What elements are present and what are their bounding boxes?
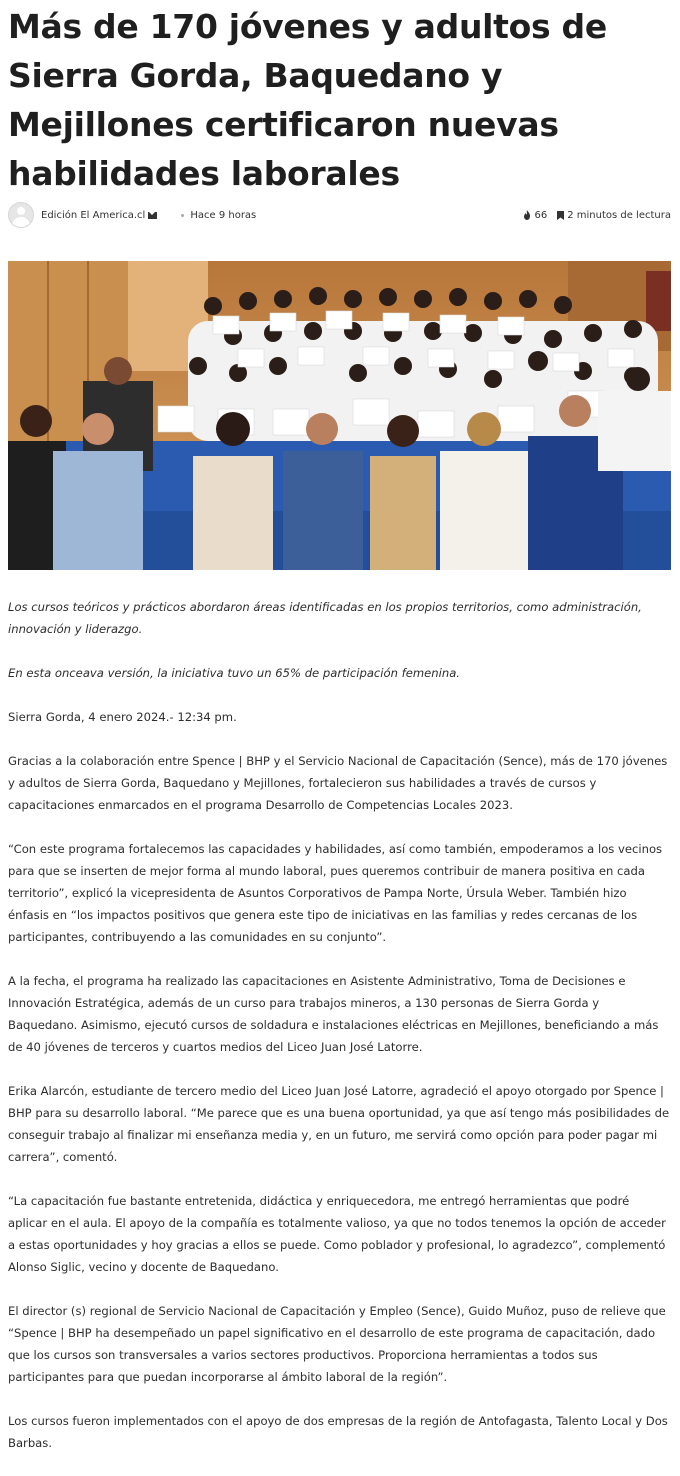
envelope-icon[interactable]: [148, 212, 157, 219]
body-paragraph: A la fecha, el programa ha realizado las capacitaciones en Asistente Administrativo, Toma de Decisiones e Innovación Estratégica, además de un curso para trabajos mineros, a 130 personas de Sierra Gorda y Baquedano. Asimismo, ejecutó cursos de soldadura e instalaciones eléctricas en Mejillones, beneficiando a más de 40 jóvenes de terceros y cuartos medios del Liceo Juan José Latorre.: [8, 974, 659, 1054]
body-paragraph: Los cursos fueron implementados con el apoyo de dos empresas de la región de Antofagasta, Talento Local y Dos Barbas.: [8, 1414, 668, 1450]
view-count: 66: [534, 209, 548, 221]
body-paragraph: Gracias a la colaboración entre Spence | BHP y el Servicio Nacional de Capacitación (Sence), más de 170 jóvenes y adultos de Sierra Gorda, Baquedano y Mejillones, fortalecieron sus habilidades a través de cursos y capacitaciones enmarcados en el programa Desarrollo de Competencias Locales 2023.: [8, 754, 668, 812]
reading-time: 2 minutos de lectura: [567, 209, 671, 221]
body-paragraph: Erika Alarcón, estudiante de tercero medio del Liceo Juan José Latorre, agradeció el apoyo otorgado por Spence | BHP para su desarrollo laboral. “Me parece que es una buena oportunidad, ya que así tengo más posibilidades de conseguir trabajo al finalizar mi enseñanza media y, en un futuro, me servirá como opción para poder pagar mi carrera”, comentó.: [8, 1084, 670, 1164]
article-photo: [8, 261, 671, 570]
flame-icon: [523, 210, 531, 220]
body-paragraph: El director (s) regional de Servicio Nacional de Capacitación y Empleo (Sence), Guido Muñoz, puso de relieve que “Spence | BHP ha desempeñado un papel significativo en el desarrollo de este programa de capacitación, dado que los cursos son transversales a varios sectores productivos. Proporciona herramientas a todos sus participantes para que puedan incorporarse al ámbito laboral de la región”.: [8, 1304, 666, 1384]
body-paragraph: “La capacitación fue bastante entretenida, didáctica y enriquecedora, me entregó herramientas que podré aplicar en el aula. El apoyo de la compañía es totalmente valioso, ya que no todos tenemos la opción de acceder a estas oportunidades y hoy gracias a ellos se puede. Como poblador y profesional, lo agradezco”, complementó Alonso Siglic, vecino y docente de Baquedano.: [8, 1194, 666, 1274]
article-title: Más de 170 jóvenes y adultos de Sierra Gorda, Baquedano y Mejillones certificaron nuevas habilidades laborales: [8, 7, 607, 193]
publish-time: Hace 9 horas: [190, 209, 257, 221]
bookmark-icon: [557, 211, 564, 220]
meta-stats: [523, 210, 671, 221]
author-link[interactable]: Edición El America.cl: [41, 209, 146, 221]
article-meta: [8, 202, 671, 228]
lead-paragraph: En esta onceava versión, la iniciativa tuvo un 65% de participación femenina.: [8, 666, 460, 680]
article-body: [8, 596, 671, 1476]
dateline-paragraph: Sierra Gorda, 4 enero 2024.- 12:34 pm.: [8, 710, 237, 724]
lead-paragraph: Los cursos teóricos y prácticos abordaron áreas identificadas en los propios territorios, como administración, innovación y liderazgo.: [8, 600, 642, 636]
user-avatar-icon[interactable]: [8, 202, 34, 228]
body-paragraph: “Con este programa fortalecemos las capacidades y habilidades, así como también, empoderamos a los vecinos para que se inserten de mejor forma al mundo laboral, pues queremos contribuir de manera positiva en cada territorio”, explicó la vicepresidenta de Asuntos Corporativos de Pampa Norte, Úrsula Weber. También hizo énfasis en “los impactos positivos que genera este tipo de iniciativas en las familias y redes cercanas de los participantes, contribuyendo a las comunidades en su conjunto”.: [8, 842, 663, 944]
separator-dot: [181, 214, 184, 217]
